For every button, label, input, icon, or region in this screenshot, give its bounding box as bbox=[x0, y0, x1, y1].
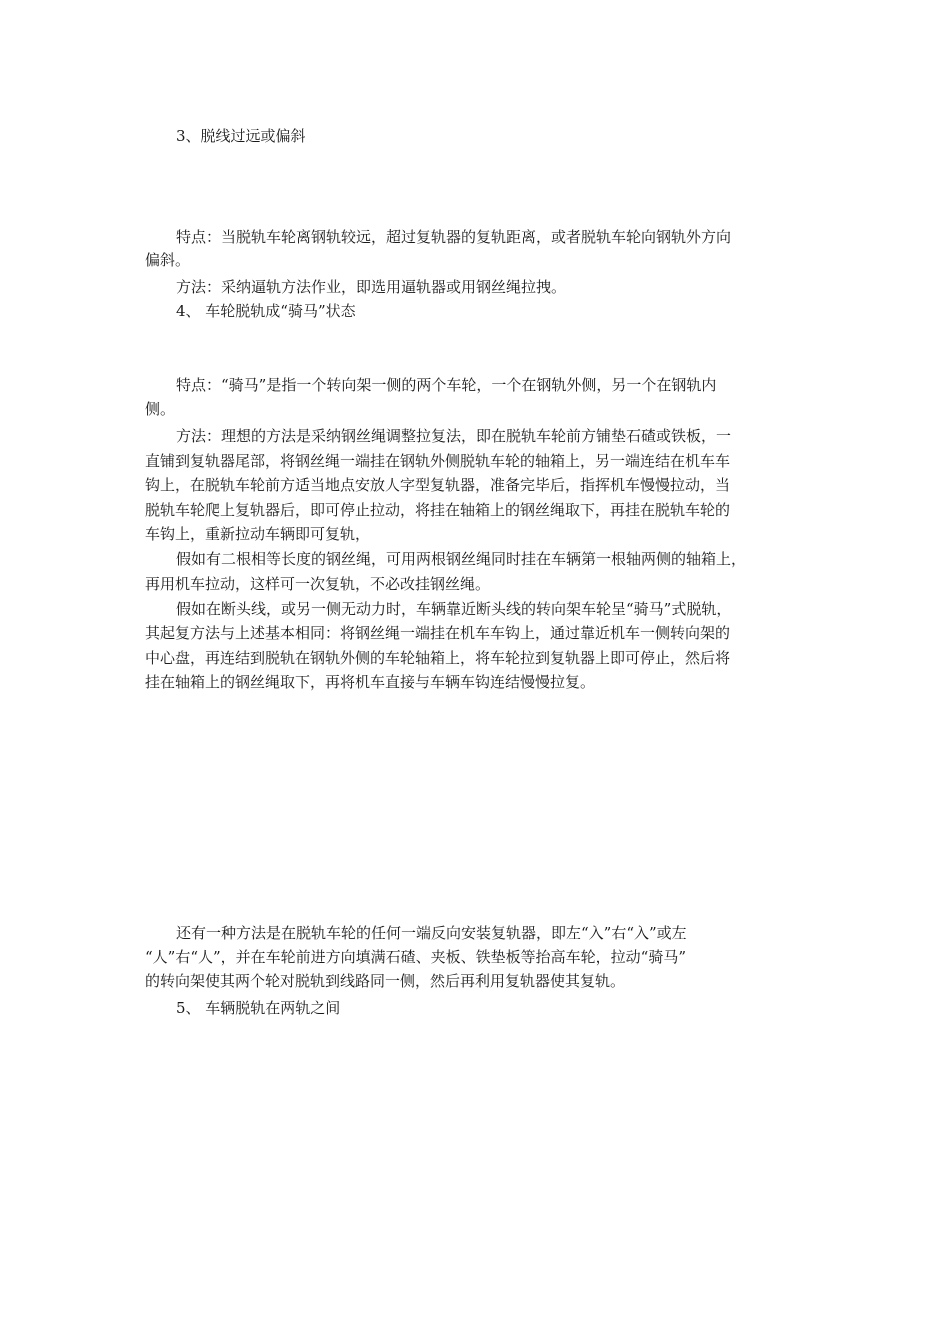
paragraph-line: 再用机车拉动，这样可一次复轨，不必改挂钢丝绳。 bbox=[145, 575, 491, 593]
paragraph-line: 其起复方法与上述基本相同：将钢丝绳一端挂在机车车钩上，通过靠近机车一侧转向架的 bbox=[145, 624, 731, 642]
paragraph-line: 的转向架使其两个轮对脱轨到线路同一侧，然后再利用复轨器使其复轨。 bbox=[145, 972, 626, 990]
section-heading-3: 3、脱线过远或偏斜 bbox=[176, 127, 306, 145]
paragraph-line: 方法：采纳逼轨方法作业，即选用逼轨器或用钢丝绳拉拽。 bbox=[176, 278, 567, 296]
paragraph-line: 特点：“骑马”是指一个转向架一侧的两个车轮，一个在钢轨外侧，另一个在钢轨内 bbox=[176, 376, 717, 394]
paragraph-line: “人”右“人”，并在车轮前进方向填满石碴、夹板、铁垫板等抬高车轮，拉动“骑马” bbox=[145, 948, 687, 966]
paragraph-line: 特点：当脱轨车轮离钢轨较远，超过复轨器的复轨距离，或者脱轨车轮向钢轨外方向 bbox=[176, 228, 732, 246]
paragraph-line: 偏斜。 bbox=[145, 251, 191, 269]
paragraph-line: 挂在轴箱上的钢丝绳取下，再将机车直接与车辆车钩连结慢慢拉复。 bbox=[145, 673, 596, 691]
paragraph-line: 直铺到复轨器尾部，将钢丝绳一端挂在钢轨外侧脱轨车轮的轴箱上，另一端连结在机车车 bbox=[145, 452, 731, 470]
section-heading-4: 4、 车轮脱轨成“骑马”状态 bbox=[176, 302, 356, 320]
paragraph-line: 侧。 bbox=[145, 400, 176, 418]
paragraph-line: 假如有二根相等长度的钢丝绳，可用两根钢丝绳同时挂在车辆第一根轴两侧的轴箱上， bbox=[176, 550, 747, 568]
paragraph-line: 还有一种方法是在脱轨车轮的任何一端反向安装复轨器，即左“入”右“入”或左 bbox=[176, 924, 687, 942]
paragraph-line: 中心盘，再连结到脱轨在钢轨外侧的车轮轴箱上，将车轮拉到复轨器上即可停止，然后将 bbox=[145, 649, 731, 667]
paragraph-line: 车钩上，重新拉动车辆即可复轨， bbox=[145, 525, 371, 543]
paragraph-line: 假如在断头线，或另一侧无动力时，车辆靠近断头线的转向架车轮呈“骑马”式脱轨， bbox=[176, 600, 732, 618]
paragraph-line: 脱轨车轮爬上复轨器后，即可停止拉动，将挂在轴箱上的钢丝绳取下，再挂在脱轨车轮的 bbox=[145, 501, 731, 519]
section-heading-5: 5、 车辆脱轨在两轨之间 bbox=[176, 999, 341, 1017]
paragraph-line: 钩上，在脱轨车轮前方适当地点安放人字型复轨器，准备完毕后，指挥机车慢慢拉动，当 bbox=[145, 476, 731, 494]
paragraph-line: 方法：理想的方法是采纳钢丝绳调整拉复法，即在脱轨车轮前方铺垫石碴或铁板，一 bbox=[176, 427, 732, 445]
